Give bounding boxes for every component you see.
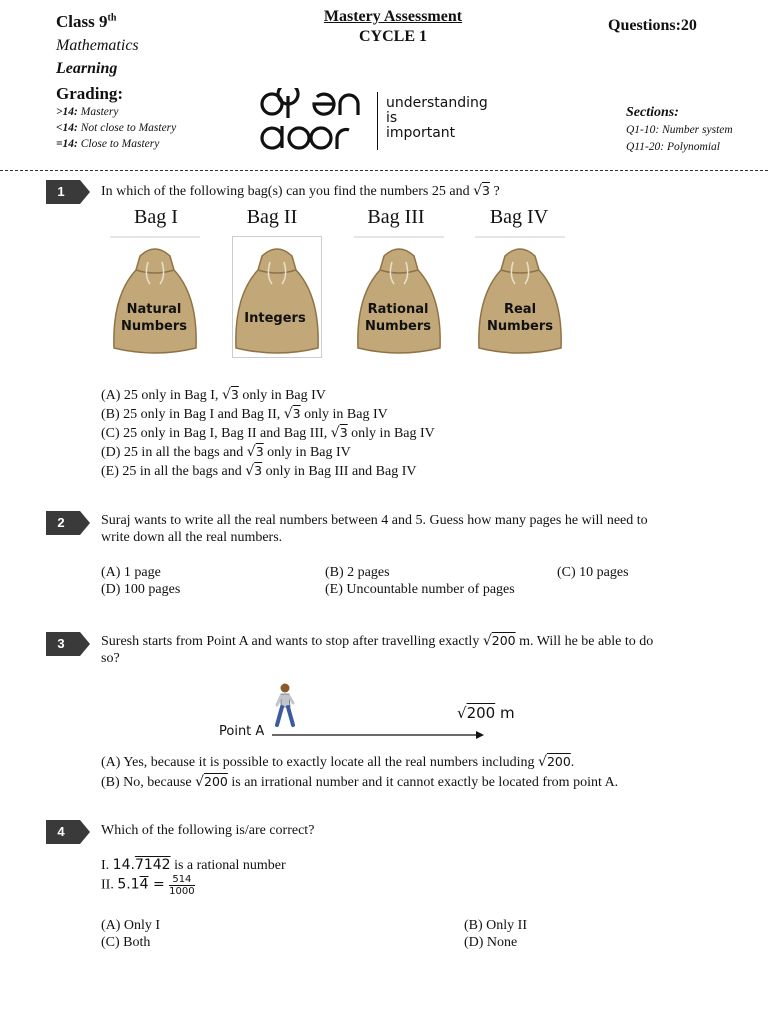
questions-count: Questions:20 xyxy=(608,17,697,34)
sections-title: Sections: xyxy=(626,105,679,120)
logo-tagline: understanding is important xyxy=(386,95,488,141)
distance-label: √200 m xyxy=(457,704,515,722)
question-text: Which of the following is/are correct? xyxy=(101,823,315,838)
bag-label: Integers xyxy=(244,311,306,326)
bag-title: Bag IV xyxy=(489,206,549,228)
answer-option[interactable]: (D) 100 pages xyxy=(101,582,181,597)
header-divider xyxy=(0,170,768,171)
opendoor-logo xyxy=(258,88,378,157)
question-number-badge: 3 xyxy=(46,632,90,656)
answer-option[interactable]: (C) 25 only in Bag I, Bag II and Bag III, √3 only in Bag IV xyxy=(101,425,435,441)
answer-option[interactable]: (A) 25 only in Bag I, √3 only in Bag IV xyxy=(101,387,326,403)
distance-arrow xyxy=(272,727,484,745)
walking-person-icon xyxy=(272,683,298,732)
question-text: In which of the following bag(s) can you find the numbers 25 and √3 ? xyxy=(101,183,500,199)
bag-label: Real Numbers xyxy=(487,302,553,334)
subject-label: Mathematics xyxy=(56,37,139,54)
bag-label: Rational Numbers xyxy=(365,302,431,334)
section-item: Q1-10: Number system xyxy=(626,124,733,136)
answer-option[interactable]: (B) 25 only in Bag I and Bag II, √3 only in Bag IV xyxy=(101,406,388,422)
bag-image xyxy=(232,236,322,363)
grading-title: Grading: xyxy=(56,84,124,103)
answer-option[interactable]: (A) 1 page xyxy=(101,565,161,580)
answer-option[interactable]: (A) Only I xyxy=(101,918,161,933)
answer-option[interactable]: (D) 25 in all the bags and √3 only in Bag IV xyxy=(101,444,351,460)
question-number-badge: 4 xyxy=(46,820,90,844)
question-text: Suraj wants to write all the real numbers between 4 and 5. Guess how many pages he will need to write down all the real numbers. xyxy=(101,513,648,545)
bag-title: Bag III xyxy=(367,206,425,228)
bag-image xyxy=(110,236,200,363)
answer-option[interactable]: (A) Yes, because it is possible to exactly locate all the real numbers including √200. xyxy=(101,754,575,770)
question-text: Suresh starts from Point A and wants to stop after travelling exactly √200 m. Will he be able to do so? xyxy=(101,633,654,666)
answer-option[interactable]: (E) 25 in all the bags and √3 only in Bag III and Bag IV xyxy=(101,463,417,479)
page-title: Mastery Assessment CYCLE 1 xyxy=(323,8,463,45)
class-label: Class 9th xyxy=(56,12,117,31)
point-a-label: Point A xyxy=(219,724,265,739)
answer-option[interactable]: (E) Uncountable number of pages xyxy=(325,582,515,597)
bag-image xyxy=(354,236,444,363)
bag-title: Bag I xyxy=(134,206,178,228)
grading-item: =14: Close to Mastery xyxy=(56,138,160,150)
learning-label: Learning xyxy=(56,60,118,77)
answer-option[interactable]: (B) 2 pages xyxy=(325,565,390,580)
bag-image xyxy=(475,236,565,363)
answer-option[interactable]: (B) Only II xyxy=(464,918,527,933)
grading-item: >14: Mastery xyxy=(56,106,119,118)
answer-option[interactable]: (C) 10 pages xyxy=(557,565,629,580)
bag-title: Bag II xyxy=(246,206,298,228)
grading-item: <14: Not close to Mastery xyxy=(56,122,177,134)
answer-option[interactable]: (C) Both xyxy=(101,935,151,950)
question-number-badge: 2 xyxy=(46,511,90,535)
answer-option[interactable]: (B) No, because √200 is an irrational number and it cannot exactly be located from point A. xyxy=(101,774,619,790)
question-number-badge: 1 xyxy=(46,180,90,204)
section-item: Q11-20: Polynomial xyxy=(626,141,721,153)
answer-option[interactable]: (D) None xyxy=(464,935,518,950)
statement-2: II. 5.14 = $\frac{514}{1000}$ xyxy=(101,874,195,897)
bag-label: Natural Numbers xyxy=(121,302,187,334)
statement-1: I. 14.7142 is a rational number xyxy=(101,857,286,873)
fraction: $\frac{514}{1000}$ xyxy=(169,874,195,897)
